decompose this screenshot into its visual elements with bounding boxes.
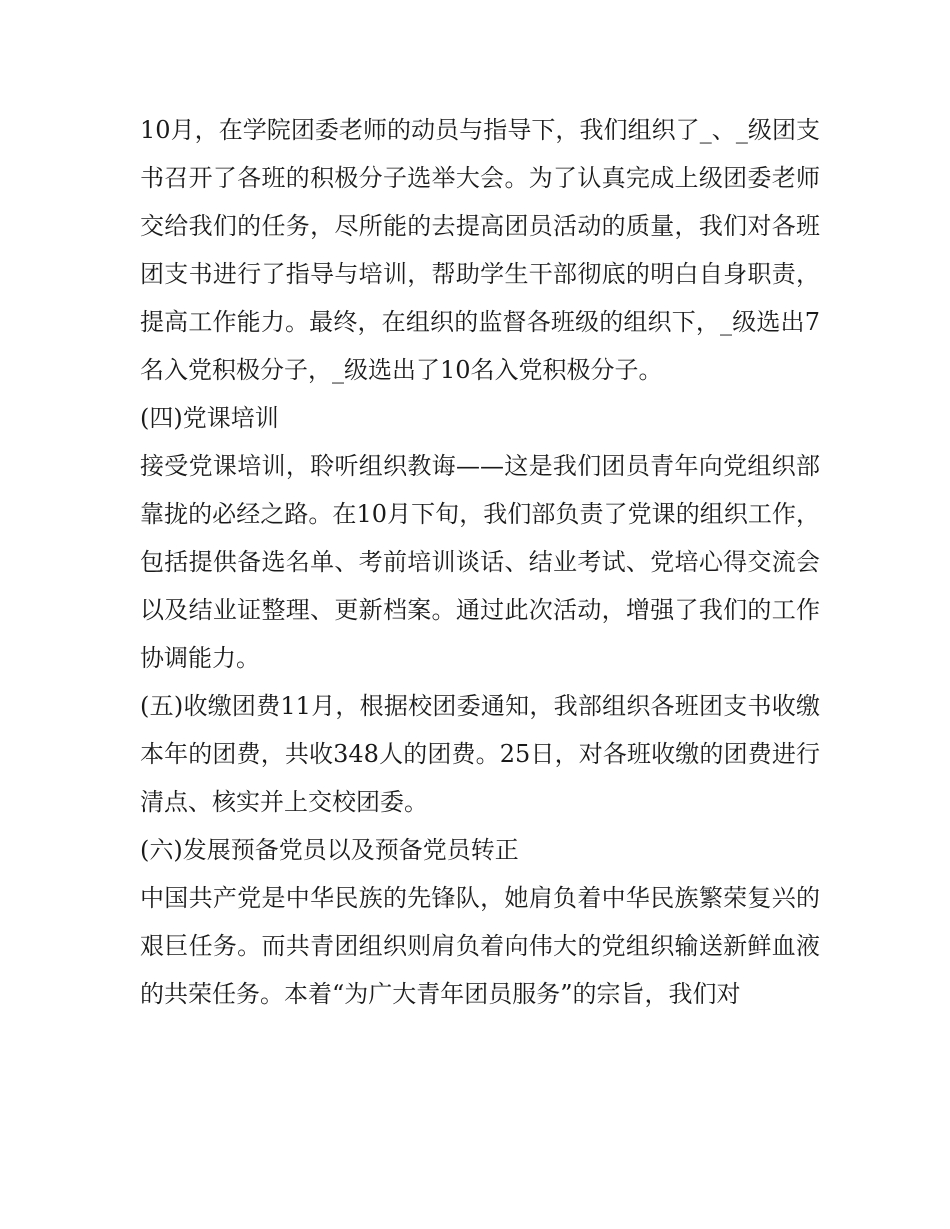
paragraph-league-dues: (五)收缴团费11月，根据校团委通知，我部组织各班团支书收缴本年的团费，共收348人的团费。25日，对各班收缴的团费进行清点、核实并上交校团委。 [140,692,820,816]
document-page [140,106,820,1018]
section-heading-party-course-training: (四)党课培训 [140,404,279,432]
section-heading-probationary-members: (六)发展预备党员以及预备党员转正 [140,836,519,864]
paragraph-probationary-members: 中国共产党是中华民族的先锋队，她肩负着中华民族繁荣复兴的艰巨任务。而共青团组织则肩负着向伟大的党组织输送新鲜血液的共荣任务。本着“为广大青年团员服务”的宗旨，我们对 [140,884,820,1008]
paragraph-branch-election: 10月，在学院团委老师的动员与指导下，我们组织了_、_级团支书召开了各班的积极分子选举大会。为了认真完成上级团委老师交给我们的任务，尽所能的去提高团员活动的质量，我们对各班团支书进行了指导与培训，帮助学生干部彻底的明白自身职责，提高工作能力。最终，在组织的监督各班级的组织下，_级选出7名入党积极分子，_级选出了10名入党积极分子。 [140,116,820,384]
paragraph-party-course: 接受党课培训，聆听组织教诲——这是我们团员青年向党组织部靠拢的必经之路。在10月下旬，我们部负责了党课的组织工作，包括提供备选名单、考前培训谈话、结业考试、党培心得交流会以及结业证整理、更新档案。通过此次活动，增强了我们的工作协调能力。 [140,452,820,672]
